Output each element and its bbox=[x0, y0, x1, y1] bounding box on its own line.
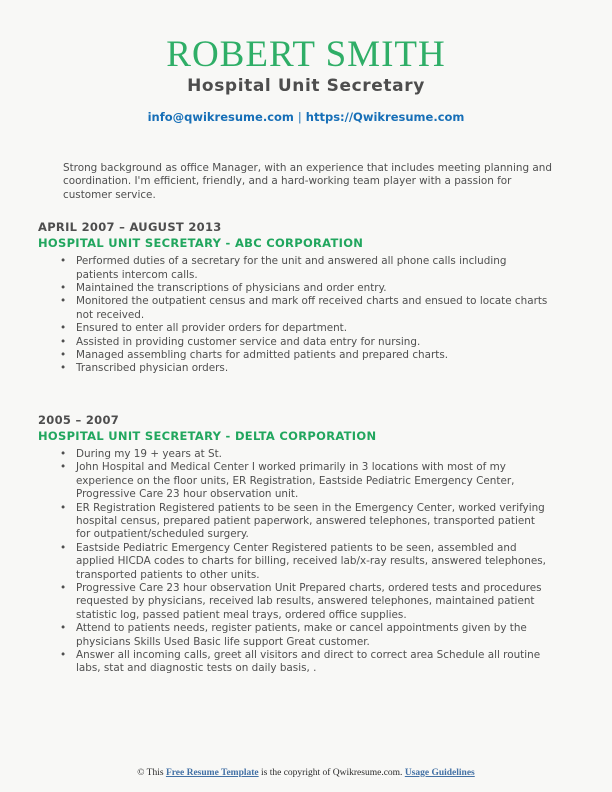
usage-guidelines-link[interactable]: Usage Guidelines bbox=[404, 768, 475, 778]
bullet-item: • Attend to patients needs, register patients, make or cancel appointments given by the physicians Skills Used Basic life support Great customer. bbox=[60, 622, 552, 649]
footer-text-prefix: © This bbox=[137, 768, 166, 778]
bullet-item: • Answer all incoming calls, greet all visitors and direct to correct area Schedule all routine labs, stat and diagnostic tests on daily basis, . bbox=[60, 649, 552, 676]
bullet-item: • John Hospital and Medical Center I worked primarily in 3 locations with most of my experience on the floor units, ER Registration, Eastside Pediatric Emergency Center, Progressive Care 23 hour observation unit. bbox=[60, 461, 552, 501]
website-link[interactable]: https://Qwikresume.com bbox=[305, 110, 465, 124]
bullet-item: • Maintained the transcriptions of physicians and order entry. bbox=[60, 282, 552, 295]
bullet-item: • Ensured to enter all provider orders for department. bbox=[60, 322, 552, 335]
resume-header bbox=[0, 0, 612, 124]
bullet-item: • Assisted in providing customer service and data entry for nursing. bbox=[60, 336, 552, 349]
person-job-title: Hospital Unit Secretary bbox=[187, 76, 425, 96]
bullet-item: • During my 19 + years at St. bbox=[60, 448, 552, 461]
copyright-footer bbox=[0, 768, 612, 778]
experience-role-heading: HOSPITAL UNIT SECRETARY - ABC CORPORATION bbox=[38, 236, 364, 251]
experience-dates: APRIL 2007 – AUGUST 2013 bbox=[38, 220, 222, 235]
experience-role-heading: HOSPITAL UNIT SECRETARY - DELTA CORPORATION bbox=[38, 428, 377, 443]
bullet-item: • ER Registration Registered patients to be seen in the Emergency Center, worked verifying hospital census, prepared patient paperwork, answered telephones, transported patient for outpatient/scheduled surgery. bbox=[60, 502, 552, 542]
bullet-item: • Performed duties of a secretary for the unit and answered all phone calls including patients intercom calls. bbox=[60, 255, 552, 282]
bullet-item: • Managed assembling charts for admitted patients and prepared charts. bbox=[60, 349, 552, 362]
email-link[interactable]: info@qwikresume.com bbox=[147, 110, 294, 124]
contact-line bbox=[0, 110, 612, 124]
free-resume-template-link[interactable]: Free Resume Template bbox=[165, 768, 259, 778]
experience-dates: 2005 – 2007 bbox=[38, 412, 120, 427]
bullet-item: • Progressive Care 23 hour observation Unit Prepared charts, ordered tests and procedures requested by physicians, received lab results, answered telephones, maintained patient statistic log, passed patient meal trays, ordered office supplies. bbox=[60, 582, 552, 622]
contact-separator: | bbox=[297, 110, 302, 124]
footer-text-middle: is the copyright of Qwikresume.com. bbox=[258, 768, 405, 778]
experience-bullet-list bbox=[38, 448, 552, 676]
experience-entry-delta bbox=[0, 413, 612, 676]
person-name: ROBERT SMITH bbox=[166, 34, 446, 75]
experience-bullet-list bbox=[38, 255, 552, 376]
experience-entry-abc bbox=[0, 220, 612, 376]
bullet-item: • Transcribed physician orders. bbox=[60, 362, 552, 375]
summary-paragraph: Strong background as office Manager, with an experience that includes meeting planning and coordination. I'm efficient, friendly, and a hard-working team player with a passion for customer service. bbox=[63, 162, 552, 201]
bullet-item: • Monitored the outpatient census and mark off received charts and ensued to locate charts not received. bbox=[60, 295, 552, 322]
bullet-item: • Eastside Pediatric Emergency Center Registered patients to be seen, assembled and applied HICDA codes to charts for billing, received lab/x-ray results, answered telephones, transported patients to other units. bbox=[60, 542, 552, 582]
